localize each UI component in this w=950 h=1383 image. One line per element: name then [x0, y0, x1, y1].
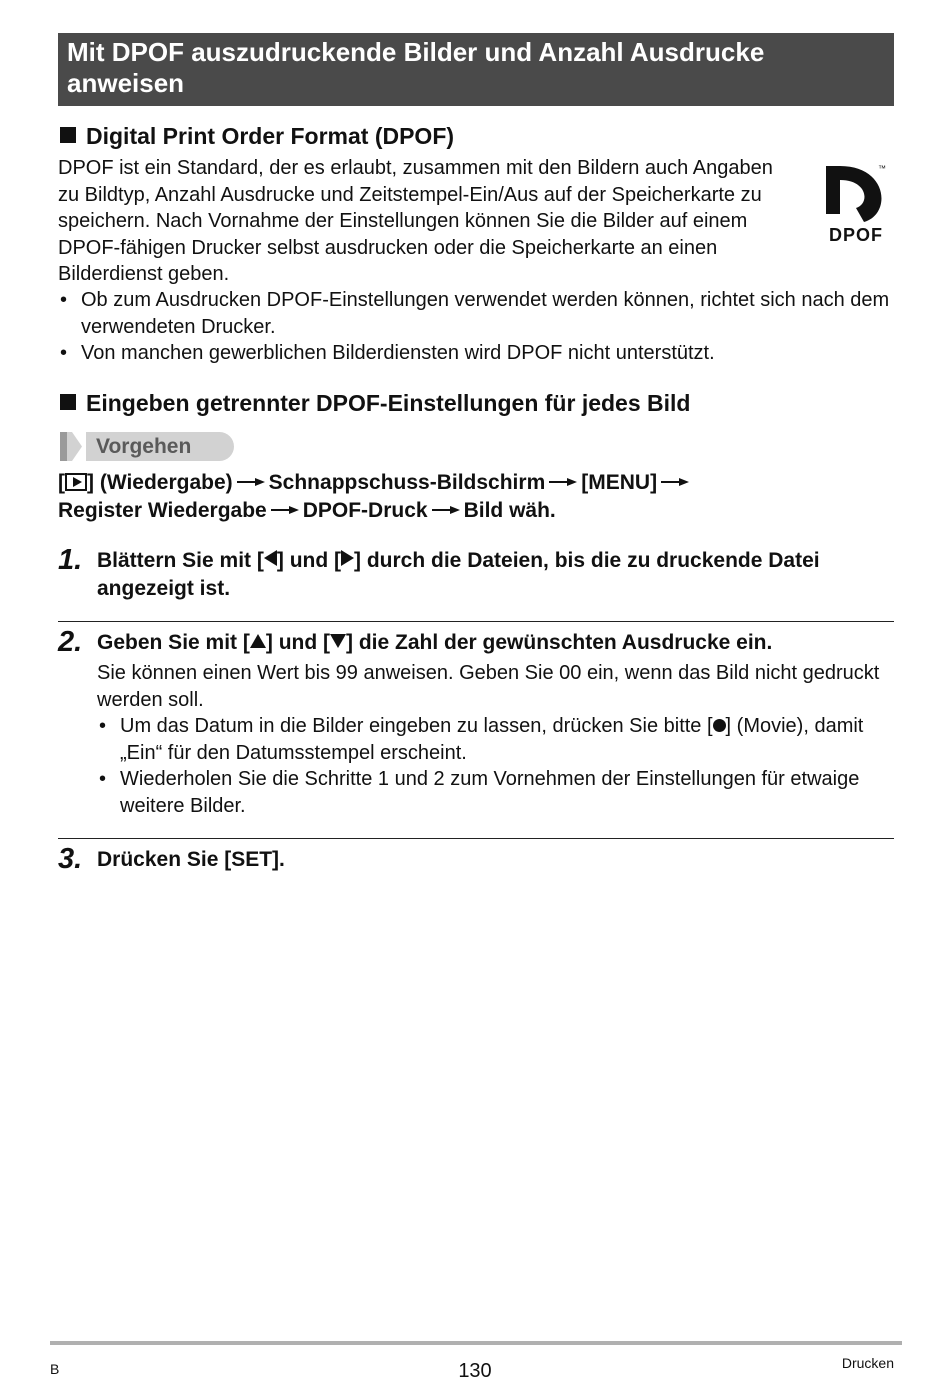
bullet-text: Um das Datum in die Bilder eingeben zu lassen, drücken Sie bitte [ [120, 715, 713, 737]
square-bullet-icon [60, 394, 76, 410]
page-title: Mit DPOF auszudruckende Bilder und Anzahl Ausdrucke anweisen [58, 33, 894, 106]
divider [58, 621, 894, 622]
footer-left-mark: B [50, 1361, 60, 1377]
note-item: • Von manchen gewerblichen Bilderdiensten wird DPOF nicht unterstützt. [58, 340, 894, 367]
dpof-intro [58, 155, 796, 288]
step-text: ] die Zahl der gewünschten Ausdrucke ein. [346, 631, 773, 654]
procedure-badge [58, 432, 234, 461]
menu-path-line-1 [58, 469, 693, 497]
step-2-description: Sie können einen Wert bis 99 anweisen. Geben Sie 00 ein, wenn das Bild nicht gedruckt werden soll. [97, 662, 880, 711]
step-2-title [97, 629, 894, 657]
section-heading-dpof [58, 122, 454, 150]
dpof-logo [818, 160, 894, 246]
intro-paragraph: DPOF ist ein Standard, der es erlaubt, zusammen mit den Bildern auch Angaben zu Bildtyp, Anzahl Ausdrucke und Zeitstempel-Ein/Aus auf der Speicherkarte zu speichern. Nach Vornahme der Einstellungen können Sie die Bilder auf einem DPOF-fähigen Drucker selbst ausdrucken oder die Speicherkarte an einen Bilderdienst geben. [58, 157, 773, 285]
step-text: ] durch die Dateien, bis die zu druckende Datei angezeigt ist. [97, 549, 820, 600]
section-heading-text: Eingeben getrennter DPOF-Einstellungen für jedes Bild [86, 390, 691, 416]
step-2-bullet [97, 713, 894, 766]
path-menu: [MENU] [581, 471, 658, 494]
logo-text: DPOF [828, 225, 884, 245]
path-playback: ] (Wiedergabe) [87, 471, 233, 494]
section-heading-text: Digital Print Order Format (DPOF) [86, 123, 455, 149]
arrow-right-icon [661, 477, 689, 487]
up-arrow-icon [250, 634, 266, 648]
path-dpof-print: DPOF-Druck [302, 499, 428, 522]
step-text: Blättern Sie mit [ [97, 549, 264, 572]
dpof-notes [58, 287, 894, 367]
step-number: 1. [58, 544, 83, 576]
square-bullet-icon [60, 127, 76, 143]
down-arrow-icon [330, 634, 346, 648]
step-text: Geben Sie mit [ [97, 631, 250, 654]
dpof-logo-mark-icon [818, 160, 894, 246]
path-bracket: [ [58, 471, 65, 494]
step-text: ] und [ [276, 549, 342, 572]
arrow-right-icon [237, 477, 265, 487]
path-select-image: Bild wäh. [463, 499, 556, 522]
movie-record-icon [713, 719, 726, 732]
step-number: 3. [58, 843, 83, 875]
menu-path-line-2 [58, 497, 556, 525]
procedure-label: Vorgehen [96, 435, 192, 458]
note-item: • Ob zum Ausdrucken DPOF-Einstellungen verwendet werden können, richtet sich nach dem verwendeten Drucker. [58, 287, 894, 340]
page-number: 130 [458, 1360, 492, 1382]
step-1-title [97, 547, 887, 603]
playback-icon [65, 473, 87, 491]
step-2-bullet: • Wiederholen Sie die Schritte 1 und 2 zum Vornehmen der Einstellungen für etwaige weitere Bilder. [97, 766, 894, 819]
step-3-title: Drücken Sie [SET]. [97, 848, 285, 871]
logo-tm: ™ [878, 164, 886, 173]
path-snapshot-screen: Schnappschuss-Bildschirm [268, 471, 546, 494]
bullet-text: ] (Movie), damit „Ein“ für den Datumsstempel erscheint. [120, 715, 864, 764]
step-2-body [97, 660, 894, 819]
arrow-right-icon [549, 477, 577, 487]
footer-divider [50, 1341, 902, 1345]
divider [58, 838, 894, 839]
path-register: Register Wiedergabe [58, 499, 267, 522]
arrow-right-icon [432, 505, 460, 515]
chevron-right-icon [58, 432, 86, 461]
left-arrow-icon [264, 550, 277, 566]
section-heading-individual [58, 389, 690, 417]
arrow-right-icon [271, 505, 299, 515]
right-arrow-icon [341, 550, 354, 566]
footer-section-name: Drucken [841, 1355, 894, 1371]
step-number: 2. [58, 626, 83, 658]
step-text: ] und [ [265, 631, 331, 654]
